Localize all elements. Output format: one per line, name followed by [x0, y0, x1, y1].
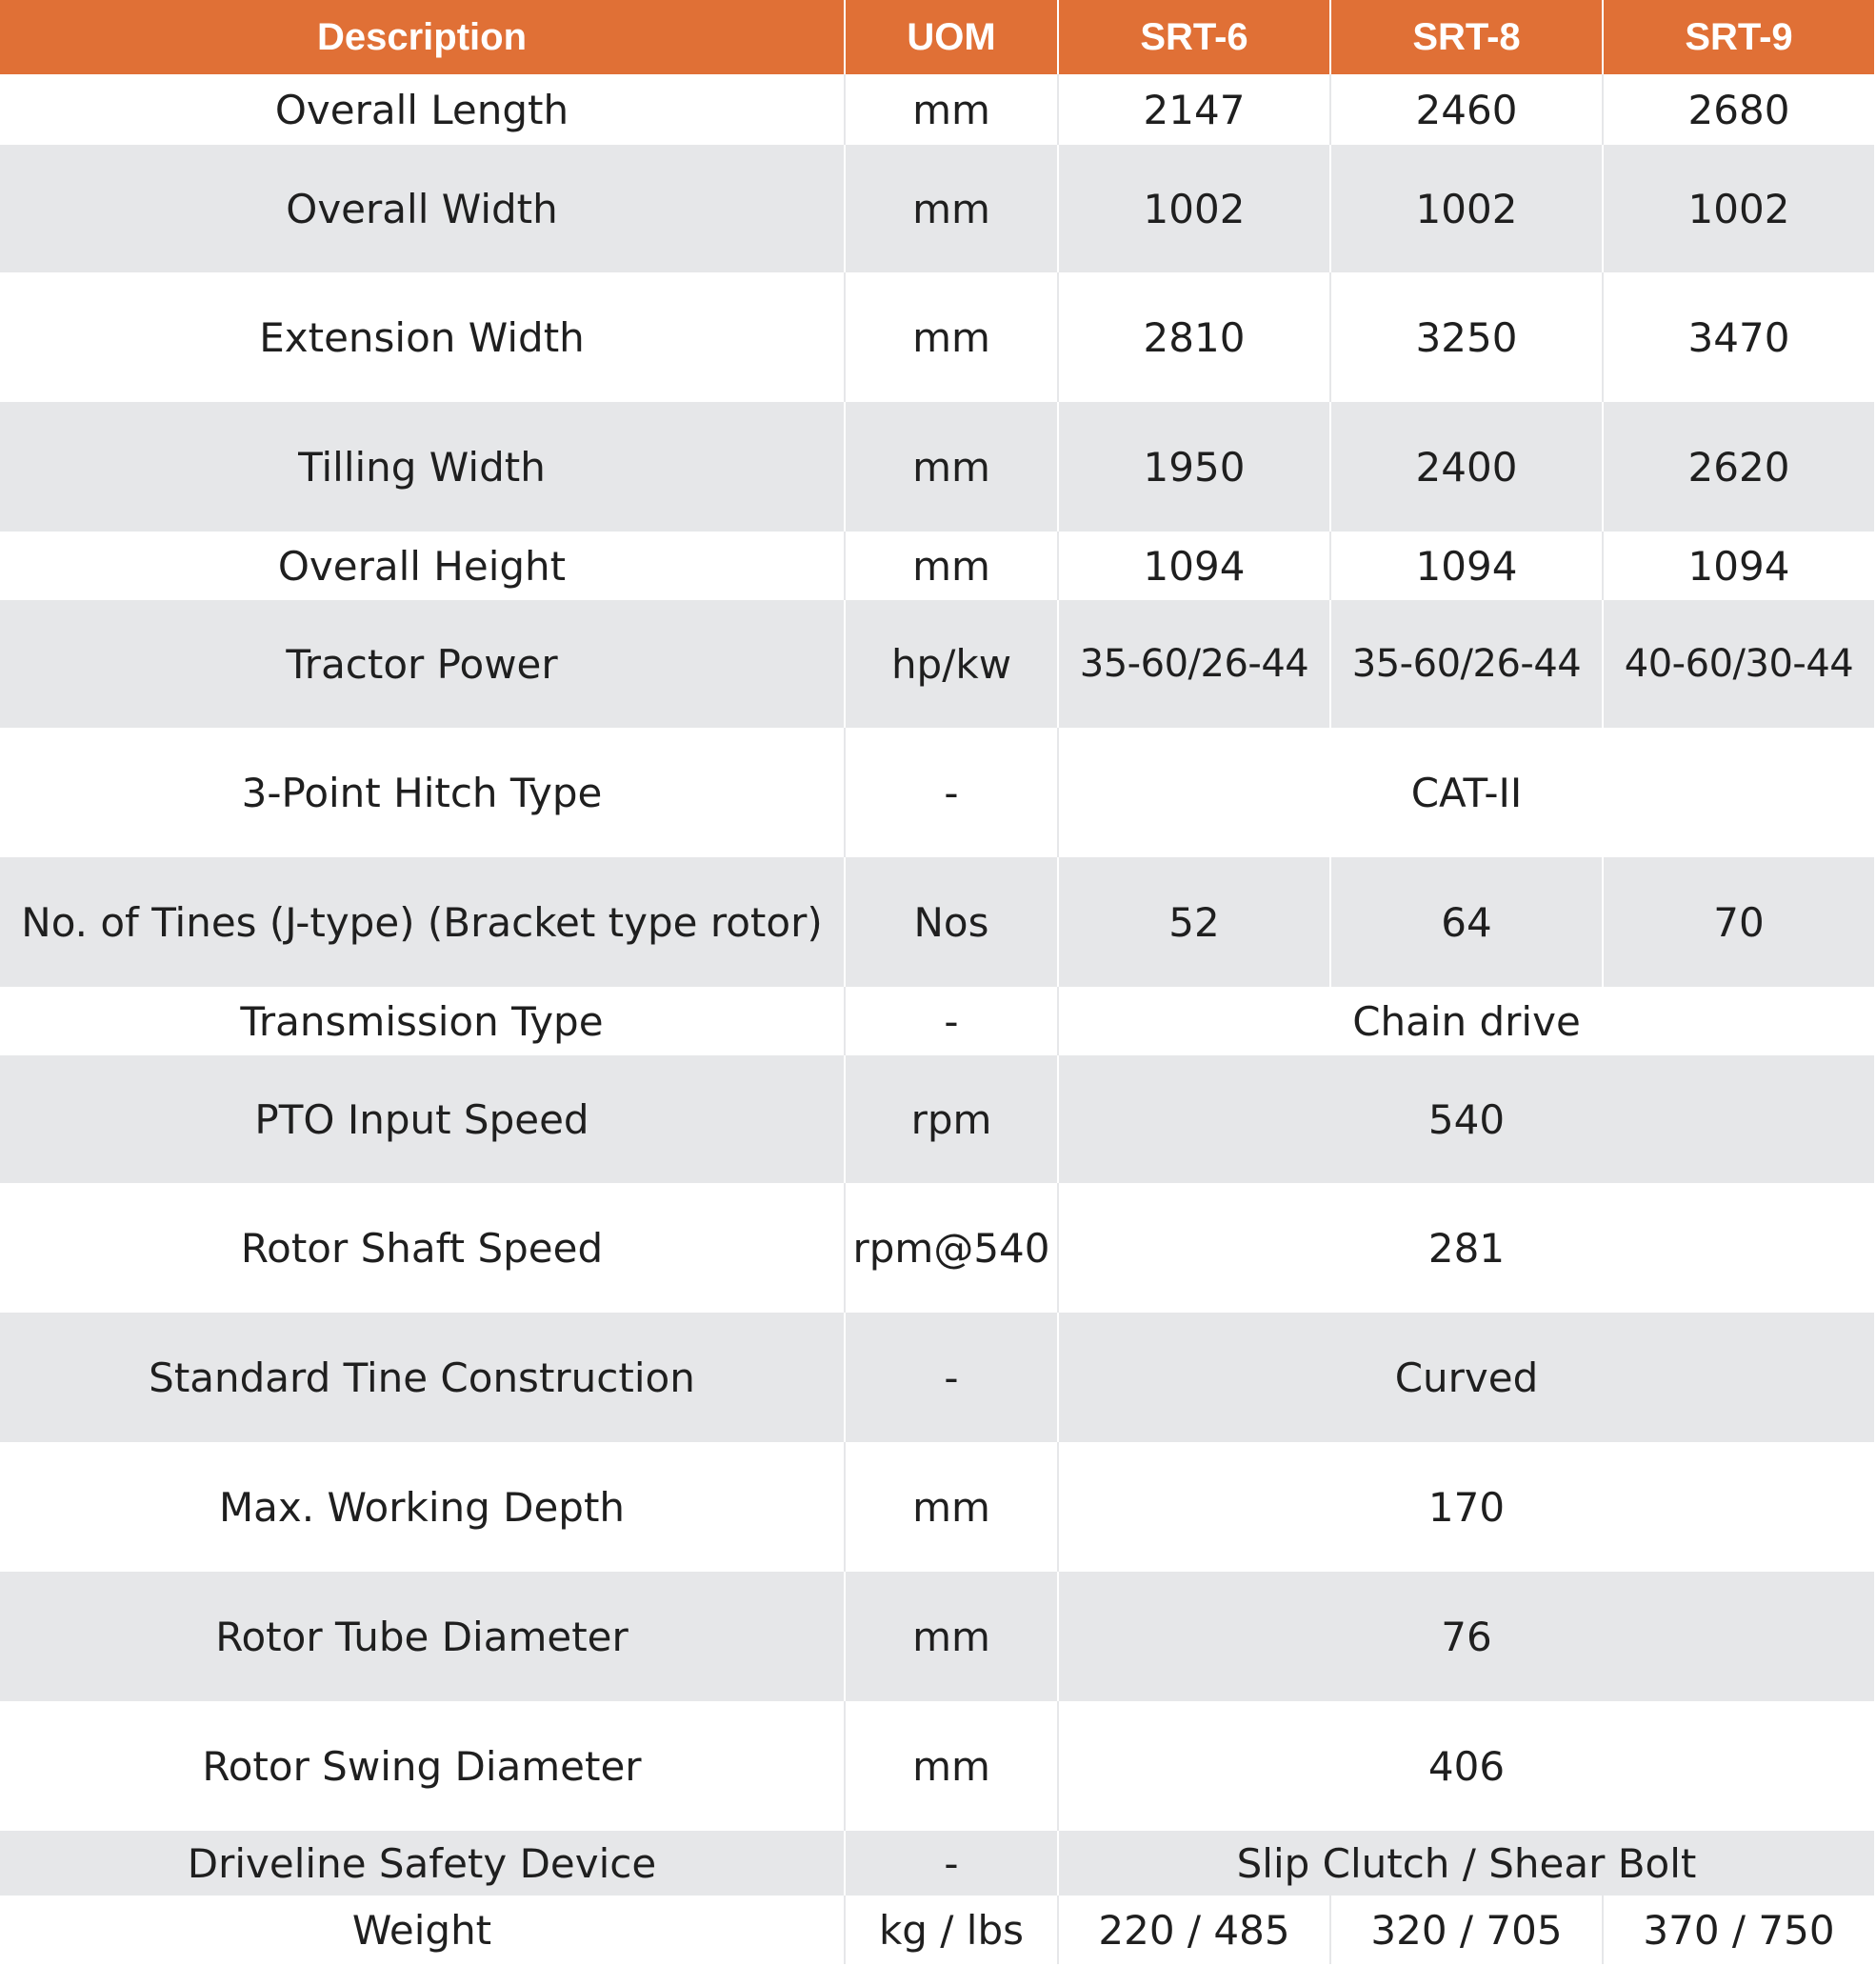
- table-row: [0, 728, 1874, 857]
- row-description: Max. Working Depth: [0, 1442, 845, 1572]
- table-row: [0, 1442, 1874, 1572]
- table-row: [0, 857, 1874, 987]
- row-value-all-models: CAT-II: [1058, 728, 1874, 857]
- table-row: [0, 1831, 1874, 1896]
- row-uom: mm: [845, 272, 1058, 402]
- table-row: [0, 987, 1874, 1055]
- row-uom: mm: [845, 532, 1058, 600]
- row-description: Rotor Tube Diameter: [0, 1572, 845, 1701]
- header-uom: UOM: [845, 0, 1058, 74]
- row-uom: mm: [845, 145, 1058, 272]
- row-value-all-models: 406: [1058, 1701, 1874, 1831]
- row-value-srt9: 370 / 750: [1603, 1896, 1874, 1964]
- row-value-srt8: 2460: [1330, 74, 1603, 145]
- row-value-srt6: 1950: [1058, 402, 1330, 532]
- row-uom: -: [845, 1313, 1058, 1442]
- row-value-srt6: 52: [1058, 857, 1330, 987]
- row-description: 3-Point Hitch Type: [0, 728, 845, 857]
- row-value-all-models: Slip Clutch / Shear Bolt: [1058, 1831, 1874, 1896]
- row-value-srt6: 1094: [1058, 532, 1330, 600]
- row-uom: mm: [845, 1701, 1058, 1831]
- row-uom: rpm: [845, 1055, 1058, 1183]
- row-value-srt9: 2680: [1603, 74, 1874, 145]
- header-model-srt8: SRT-8: [1330, 0, 1603, 74]
- row-value-srt9: 1002: [1603, 145, 1874, 272]
- row-description: PTO Input Speed: [0, 1055, 845, 1183]
- table-row: [0, 1572, 1874, 1701]
- row-uom: rpm@540: [845, 1183, 1058, 1313]
- table-header-row: [0, 0, 1874, 74]
- row-value-srt6: 35-60/26-44: [1058, 600, 1330, 728]
- row-value-srt8: 35-60/26-44: [1330, 600, 1603, 728]
- row-value-srt6: 220 / 485: [1058, 1896, 1330, 1964]
- row-description: Rotor Swing Diameter: [0, 1701, 845, 1831]
- row-description: Overall Width: [0, 145, 845, 272]
- row-description: No. of Tines (J-type) (Bracket type rotor): [0, 857, 845, 987]
- row-value-all-models: 170: [1058, 1442, 1874, 1572]
- row-value-srt9: 1094: [1603, 532, 1874, 600]
- row-uom: mm: [845, 402, 1058, 532]
- header-description: Description: [0, 0, 845, 74]
- row-value-srt6: 2147: [1058, 74, 1330, 145]
- row-uom: mm: [845, 74, 1058, 145]
- table-row: [0, 145, 1874, 272]
- row-value-srt9: 2620: [1603, 402, 1874, 532]
- table-row: [0, 74, 1874, 145]
- row-uom: Nos: [845, 857, 1058, 987]
- row-value-srt8: 1094: [1330, 532, 1603, 600]
- header-model-srt9: SRT-9: [1603, 0, 1874, 74]
- row-value-all-models: 76: [1058, 1572, 1874, 1701]
- row-uom: mm: [845, 1442, 1058, 1572]
- header-model-srt6: SRT-6: [1058, 0, 1330, 74]
- row-value-all-models: Curved: [1058, 1313, 1874, 1442]
- row-value-srt9: 40-60/30-44: [1603, 600, 1874, 728]
- row-uom: kg / lbs: [845, 1896, 1058, 1964]
- row-value-srt8: 3250: [1330, 272, 1603, 402]
- row-description: Tilling Width: [0, 402, 845, 532]
- row-uom: mm: [845, 1572, 1058, 1701]
- table-row: [0, 272, 1874, 402]
- row-description: Overall Length: [0, 74, 845, 145]
- row-value-srt6: 2810: [1058, 272, 1330, 402]
- row-description: Extension Width: [0, 272, 845, 402]
- row-uom: -: [845, 1831, 1058, 1896]
- row-value-srt8: 64: [1330, 857, 1603, 987]
- row-description: Transmission Type: [0, 987, 845, 1055]
- table-row: [0, 1055, 1874, 1183]
- row-value-all-models: 281: [1058, 1183, 1874, 1313]
- row-description: Standard Tine Construction: [0, 1313, 845, 1442]
- table-row: [0, 1701, 1874, 1831]
- table-row: [0, 600, 1874, 728]
- table-row: [0, 532, 1874, 600]
- row-description: Rotor Shaft Speed: [0, 1183, 845, 1313]
- row-value-srt9: 70: [1603, 857, 1874, 987]
- row-uom: hp/kw: [845, 600, 1058, 728]
- row-description: Tractor Power: [0, 600, 845, 728]
- table-row: [0, 1313, 1874, 1442]
- row-value-srt8: 1002: [1330, 145, 1603, 272]
- table-row: [0, 1896, 1874, 1964]
- row-uom: -: [845, 728, 1058, 857]
- row-uom: -: [845, 987, 1058, 1055]
- row-value-srt9: 3470: [1603, 272, 1874, 402]
- row-description: Overall Height: [0, 532, 845, 600]
- row-value-all-models: Chain drive: [1058, 987, 1874, 1055]
- row-description: Weight: [0, 1896, 845, 1964]
- row-value-srt6: 1002: [1058, 145, 1330, 272]
- row-description: Driveline Safety Device: [0, 1831, 845, 1896]
- row-value-all-models: 540: [1058, 1055, 1874, 1183]
- row-value-srt8: 2400: [1330, 402, 1603, 532]
- table-row: [0, 1183, 1874, 1313]
- table-row: [0, 402, 1874, 532]
- row-value-srt8: 320 / 705: [1330, 1896, 1603, 1964]
